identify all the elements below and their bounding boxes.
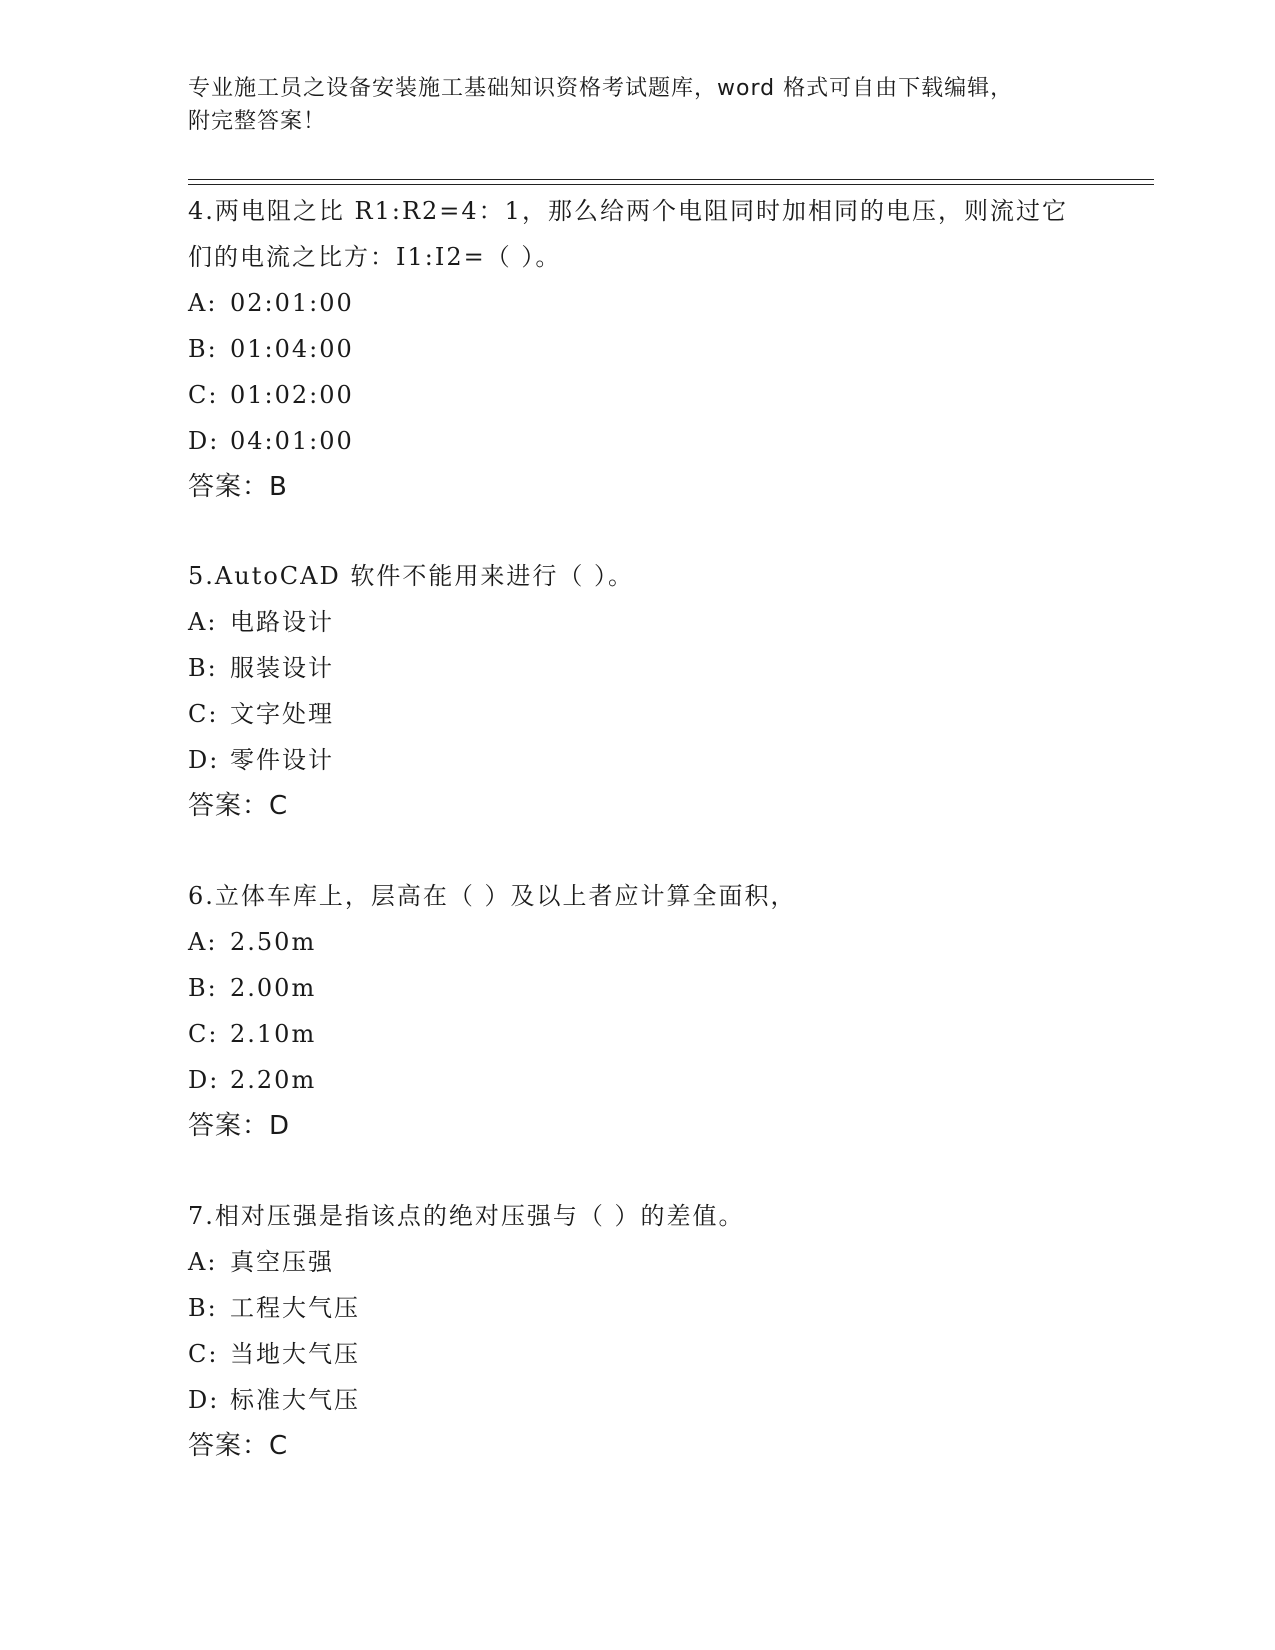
option-key: C: [188, 700, 219, 728]
option-value: 01:02:00 [230, 381, 354, 409]
option-a [188, 919, 1088, 965]
header-divider-bottom [188, 184, 1154, 185]
option-key: B: [188, 654, 218, 682]
option-key: D: [188, 1386, 220, 1414]
option-d [188, 737, 1088, 783]
answer-line: 答案：D [188, 1111, 291, 1141]
option-key: D: [188, 1066, 220, 1094]
option-c [188, 1011, 1088, 1057]
option-value: 04:01:00 [230, 427, 354, 455]
option-d [188, 1377, 1088, 1423]
option-key: A: [188, 608, 218, 636]
option-key: A: [188, 289, 218, 317]
option-value: 02:01:00 [230, 289, 354, 317]
question-block [188, 188, 1088, 510]
option-value: 真空压强 [230, 1248, 334, 1276]
question-text: 4.两电阻之比 R1:R2=4：1，那么给两个电阻同时加相同的电压，则流过它们的电流之比方：I1:I2=（ ）。 [188, 197, 1068, 271]
option-a [188, 280, 1088, 326]
option-d [188, 418, 1088, 464]
option-c [188, 372, 1088, 418]
question-text: 5.AutoCAD 软件不能用来进行（ ）。 [188, 562, 634, 590]
option-key: B: [188, 335, 218, 363]
option-value: 2.20m [230, 1066, 317, 1094]
question-text: 6.立体车库上，层高在（ ）及以上者应计算全面积， [188, 882, 797, 910]
option-value: 2.50m [230, 928, 317, 956]
document-header [188, 72, 1088, 138]
option-c [188, 691, 1088, 737]
option-value: 电路设计 [230, 608, 334, 636]
option-key: D: [188, 427, 220, 455]
option-b [188, 965, 1088, 1011]
answer-line: 答案：C [188, 791, 289, 821]
option-key: D: [188, 746, 220, 774]
option-b [188, 645, 1088, 691]
option-value: 01:04:00 [230, 335, 354, 363]
option-a [188, 599, 1088, 645]
header-line-2: 附完整答案！ [188, 109, 327, 134]
option-key: B: [188, 974, 218, 1002]
option-key: C: [188, 1020, 219, 1048]
option-a [188, 1239, 1088, 1285]
option-value: 当地大气压 [230, 1340, 360, 1368]
option-value: 工程大气压 [230, 1294, 360, 1322]
option-key: C: [188, 1340, 219, 1368]
answer-line: 答案：C [188, 1431, 289, 1461]
option-b [188, 326, 1088, 372]
option-key: B: [188, 1294, 218, 1322]
question-block [188, 553, 1088, 829]
option-key: A: [188, 1248, 218, 1276]
question-text: 7.相对压强是指该点的绝对压强与（ ）的差值。 [188, 1202, 745, 1230]
question-block [188, 873, 1088, 1149]
option-value: 服装设计 [230, 654, 334, 682]
header-divider-top [188, 179, 1154, 180]
option-key: C: [188, 381, 219, 409]
option-key: A: [188, 928, 218, 956]
option-b [188, 1285, 1088, 1331]
header-line-1: 专业施工员之设备安装施工基础知识资格考试题库，word 格式可自由下载编辑， [188, 76, 1014, 101]
option-value: 标准大气压 [230, 1386, 360, 1414]
answer-line: 答案：B [188, 472, 288, 502]
option-d [188, 1057, 1088, 1103]
option-value: 2.10m [230, 1020, 317, 1048]
option-value: 2.00m [230, 974, 317, 1002]
option-value: 零件设计 [230, 746, 334, 774]
question-block [188, 1193, 1088, 1469]
option-value: 文字处理 [230, 700, 334, 728]
option-c [188, 1331, 1088, 1377]
